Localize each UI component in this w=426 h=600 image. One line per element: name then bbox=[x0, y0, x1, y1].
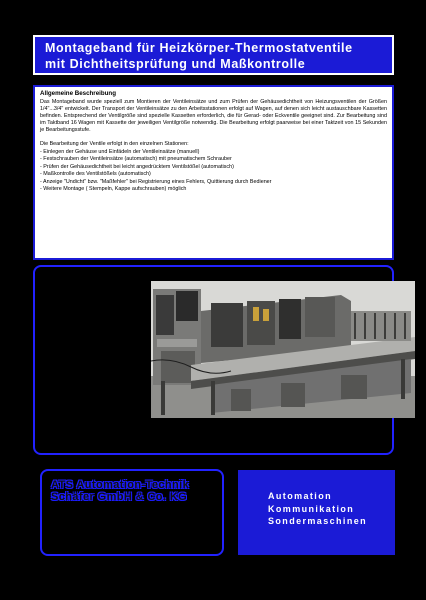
description-heading: Allgemeine Beschreibung bbox=[40, 90, 116, 97]
title-box bbox=[33, 35, 394, 75]
company-line-2: Schäfer GmbH & Co. KG bbox=[51, 491, 188, 503]
service-kommunikation: Kommunikation bbox=[268, 503, 355, 514]
machine-photo-frame bbox=[33, 265, 394, 455]
services-box bbox=[238, 470, 395, 555]
station-item: - Maßkontrolle des Ventilstößels (automatisch) bbox=[40, 171, 151, 178]
stations-intro: Die Bearbeitung der Ventile erfolgt in den einzelnen Stationen: bbox=[40, 141, 189, 147]
company-line-1: ATS Automation-Technik bbox=[51, 479, 190, 491]
title-line-1: Montageband für Heizkörper-Thermostatventile bbox=[45, 41, 353, 55]
service-automation: Automation bbox=[268, 491, 332, 501]
title-line-2: mit Dichtheitsprüfung und Maßkontrolle bbox=[45, 57, 306, 71]
station-item: - Einlegen der Gehäuse und Einfädeln der Ventileinsätze (manuell) bbox=[40, 149, 200, 155]
service-sondermaschinen: Sondermaschinen bbox=[268, 516, 368, 526]
description-box bbox=[33, 85, 394, 260]
company-box bbox=[40, 469, 224, 556]
station-item: - Prüfen der Gehäusedichtheit bei leicht angedrücktem Ventilstößel (automatisch) bbox=[40, 163, 234, 170]
station-item: - Festschrauben der Ventileinsätze (automatisch) mit pneumatischem Schrauber bbox=[40, 156, 232, 163]
description-paragraph: Das Montageband wurde speziell zum Montieren der Ventileinsätze und zum Prüfen der Gehäusedichtheit von Heizungsventilen der Größen 1/4"...3/4" entwickelt. Der Transport der Ventileinsätze zu den Arbeitsstationen erfolgt auf Wagen, auf denen sich leicht austauschbare Kassetten befinden. Entsprechend der Ventilgröße sind spezielle Kassetten erforderlich, die für Gerad- oder Eckventile geeignet sind. Zur Bearbeitung sind im Taktband 16 Wagen mit Kassette der jeweiligen Ventilgröße notwendig. Die Bearbeitung erfolgt paarweise bei einer Taktzeit von 15 Sekunden je Bearbeitungsstufe. bbox=[40, 99, 387, 133]
station-item: - Anzeige "Undicht" bzw. "Maßfehler" bei Registrierung eines Fehlers, Quittierung durch Bediener bbox=[40, 178, 272, 185]
station-list bbox=[40, 149, 387, 193]
station-item: - Weitere Montage ( Stempeln, Kappe aufschrauben) möglich bbox=[40, 186, 187, 193]
machine-photo bbox=[151, 281, 415, 418]
